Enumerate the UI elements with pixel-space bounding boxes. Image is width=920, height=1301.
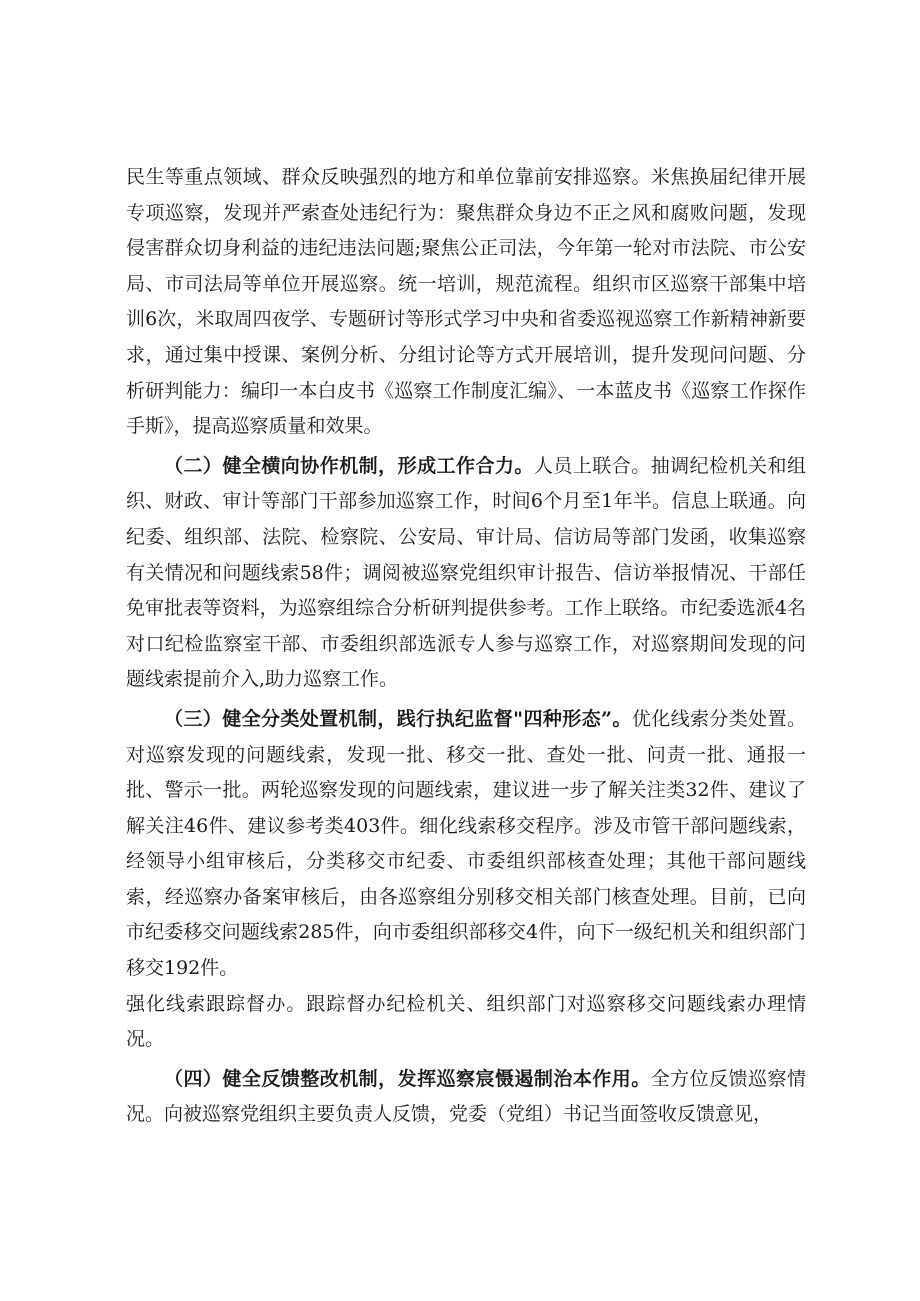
- document-body: [126, 160, 806, 1133]
- paragraph-5-heading: （四）健全反馈整改机制，发挥巡察宸慑遏制治本作用。: [164, 1067, 651, 1090]
- paragraph-3-body: 优化线索分类处置。对巡察发现的问题线索，发现一批、移交一批、查处一批、问责一批、通报一批、警示一批。两轮巡察发现的问题线索，建议进一步了解关注类32件、建议了解关注46件、建议参考类403件。细化线索移交程序。涉及市管干部问题线索，经领导小组审核后，分类移交市纪委、市委组织部核查处理；其他干部问题线索，经巡察办备案审核后，由各巡察组分别移交相关部门核查处理。目前，已向市纪委移交问题线索285件，向市委组织部移交4件，向下一级纪机关和组织部门移交192件。: [126, 707, 806, 980]
- paragraph-2-heading: （二）健全横向协作机制，形成工作合力。: [164, 454, 534, 477]
- paragraph-4: [126, 987, 806, 1058]
- paragraph-2-body: 人员上联合。抽调纪检机关和组织、财政、审计等部门干部参加巡察工作，时间6个月至1年半。信息上联通。向纪委、组织部、法院、检察院、公安局、审计局、信访局等部门发函，收集巡察有关情况和问题线索58件；调阅被巡察党组织审计报告、信访举报情况、干部任免审批表等资料，为巡察组综合分析研判提供参考。工作上联络。市纪委选派4名对口纪检监察室干部、市委组织部选派专人参与巡察工作，对巡察期间发现的问题线索提前介入,助力巡察工作。: [126, 454, 806, 691]
- paragraph-2: [126, 449, 806, 698]
- paragraph-5: [126, 1062, 806, 1133]
- paragraph-1-body: 民生等重点领域、群众反映强烈的地方和单位靠前安排巡察。米焦换届纪律开展专项巡察，发现并严索查处违纪行为：聚焦群众身边不正之风和腐败问题，发现侵害群众切身利益的违纪违法问题;聚焦公正司法，今年第一轮对市法院、市公安局、市司法局等单位开展巡察。统一培训，规范流程。组织市区巡察干部集中培训6次，米取周四夜学、专题研讨等形式学习中央和省委巡视巡察工作新精神新要求，通过集中授课、案例分析、分组讨论等方式开展培训，提升发现问问题、分析研判能力：编印一本白皮书《巡察工作制度汇编》、一本蓝皮书《巡察工作探作手斯》，提高巡察质量和效果。: [126, 166, 806, 438]
- paragraph-3-heading: （三）健全分类处置机制，践行执纪监督"四种形态”。: [164, 707, 632, 730]
- paragraph-4-body: 强化线索跟踪督办。跟踪督办纪检机关、组织部门对巡察移交问题线索办理情况。: [126, 992, 806, 1051]
- paragraph-1: [126, 160, 806, 445]
- paragraph-5-body: 全方位反馈巡察情况。向被巡察党组织主要负责人反馈，党委（党组）书记当面签收反馈意见，: [126, 1067, 806, 1126]
- paragraph-3: [126, 702, 806, 987]
